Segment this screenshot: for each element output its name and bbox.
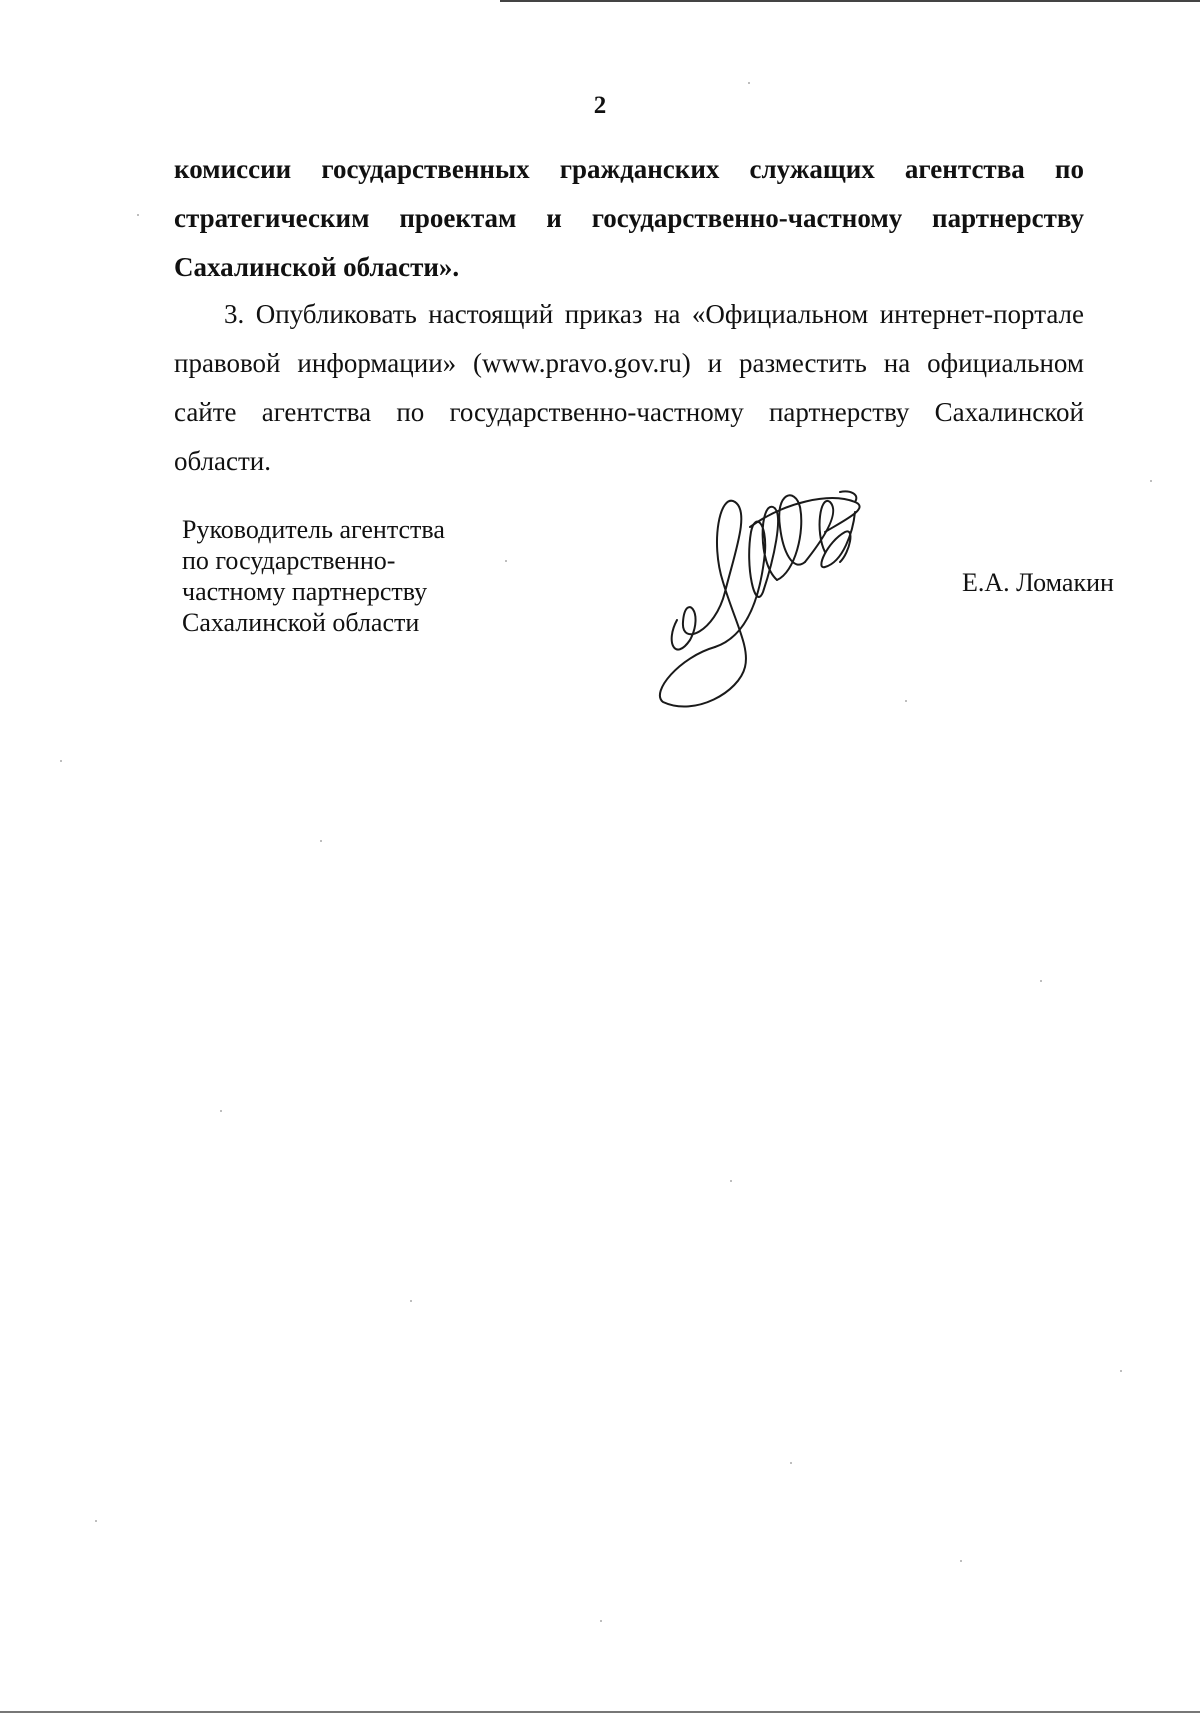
paragraph-2 (174, 290, 1084, 486)
paragraph-1 (174, 145, 1084, 292)
signer-position-line-4: Сахалинской области (182, 608, 420, 637)
signer-position-line-2: по государственно- (182, 546, 396, 575)
page-number: 2 (593, 92, 607, 119)
signer-position-line-3: частному партнерству (182, 577, 428, 606)
signer-name: Е.А. Ломакин (962, 568, 1114, 597)
paragraph-1-line-1: комиссии государственных гражданских служащих агентства по (174, 154, 1084, 184)
handwritten-signature (655, 472, 895, 722)
paragraph-2-line-4: области. (174, 446, 272, 476)
top-edge-line (500, 0, 1200, 2)
paragraph-1-line-3: Сахалинской области». (174, 252, 460, 282)
paragraph-2-line-1: 3. Опубликовать настоящий приказ на «Официальном интернет-портале (224, 299, 1084, 329)
paragraph-1-line-2: стратегическим проектам и государственно-частному партнерству (174, 203, 1084, 233)
paragraph-2-line-3: сайте агентства по государственно-частному партнерству Сахалинской (174, 397, 1084, 427)
bottom-edge-line (0, 1711, 1200, 1713)
signer-position (182, 514, 445, 638)
signer-position-line-1: Руководитель агентства (182, 515, 445, 544)
paragraph-2-line-2: правовой информации» (www.pravo.gov.ru) и разместить на официальном (174, 348, 1084, 378)
